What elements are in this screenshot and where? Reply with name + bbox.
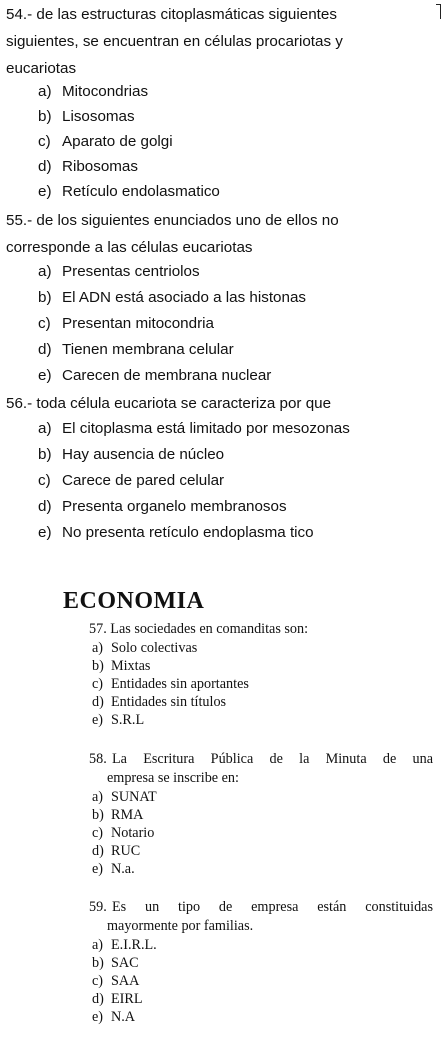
option-59-e[interactable] (92, 1009, 135, 1026)
option-text: SUNAT (111, 789, 157, 805)
option-text: RMA (111, 807, 144, 823)
question-57-text: 57. Las sociedades en comanditas son: (89, 621, 309, 637)
option-54-c[interactable] (38, 132, 173, 152)
option-text: Carecen de membrana nuclear (62, 367, 272, 384)
page-corner-mark (436, 4, 441, 19)
option-55-d[interactable] (38, 340, 234, 360)
option-text: El ADN está asociado a las histonas (62, 289, 306, 306)
option-text: SAC (111, 955, 139, 971)
option-letter: a) (38, 83, 52, 100)
option-text: Mixtas (111, 658, 151, 674)
option-56-e[interactable] (38, 523, 314, 543)
option-letter: c) (92, 676, 104, 692)
option-text: Tienen membrana celular (62, 341, 234, 358)
option-text: N.a. (111, 861, 135, 877)
option-text: Entidades sin títulos (111, 694, 227, 710)
question-54-line-1: 54.- de las estructuras citoplasmáticas siguientes (6, 6, 337, 23)
option-letter: b) (92, 955, 104, 971)
option-letter: d) (38, 341, 52, 358)
option-text: N.A (111, 1009, 136, 1025)
option-letter: e) (92, 712, 104, 728)
option-57-b[interactable] (92, 658, 150, 675)
option-letter: e) (38, 367, 52, 384)
option-57-a[interactable] (92, 640, 197, 657)
option-text: E.I.R.L. (111, 937, 157, 953)
option-54-e[interactable] (38, 182, 220, 202)
option-text: Aparato de golgi (62, 133, 173, 150)
option-56-d[interactable] (38, 497, 287, 517)
question-58-line-1: La Escritura Pública de la Minuta de una (112, 751, 433, 767)
option-55-e[interactable] (38, 366, 271, 386)
question-56-line-1: 56.- toda célula eucariota se caracteriza por que (6, 395, 332, 412)
option-text: Entidades sin aportantes (111, 676, 249, 692)
option-54-a[interactable] (38, 82, 148, 102)
option-letter: a) (92, 640, 104, 656)
option-letter: e) (92, 861, 104, 877)
option-text: S.R.L (111, 712, 145, 728)
option-text: Ribosomas (62, 158, 138, 175)
option-55-c[interactable] (38, 314, 214, 334)
option-text: El citoplasma está limitado por mesozonas (62, 420, 350, 437)
option-letter: d) (38, 158, 52, 175)
option-text: EIRL (111, 991, 143, 1007)
option-letter: d) (92, 694, 104, 710)
option-letter: b) (92, 807, 104, 823)
option-letter: e) (38, 183, 52, 200)
option-letter: a) (38, 420, 52, 437)
option-letter: c) (38, 315, 51, 332)
option-letter: b) (92, 658, 104, 674)
option-text: Retículo endolasmatico (62, 183, 220, 200)
option-55-a[interactable] (38, 262, 200, 282)
option-text: Solo colectivas (111, 640, 198, 656)
option-55-b[interactable] (38, 288, 306, 308)
question-59-line-1: Es un tipo de empresa están constituidas (112, 899, 433, 915)
option-59-d[interactable] (92, 991, 143, 1008)
option-57-c[interactable] (92, 676, 249, 693)
option-text: Presentas centriolos (62, 263, 200, 280)
option-letter: d) (92, 991, 104, 1007)
option-56-b[interactable] (38, 445, 224, 465)
option-57-d[interactable] (92, 694, 226, 711)
option-letter: d) (38, 498, 52, 515)
section-heading-economia: ECONOMIA (63, 588, 205, 614)
option-58-d[interactable] (92, 843, 140, 860)
option-letter: a) (38, 263, 52, 280)
option-text: Mitocondrias (62, 83, 149, 100)
option-59-b[interactable] (92, 955, 139, 972)
question-59-number: 59. (89, 899, 107, 915)
option-text: Carece de pared celular (62, 472, 225, 489)
option-text: Lisosomas (62, 108, 135, 125)
option-text: Presenta organelo membranosos (62, 498, 287, 515)
option-letter: c) (92, 973, 104, 989)
question-55-line-1: 55.- de los siguientes enunciados uno de ellos no (6, 212, 339, 229)
option-letter: b) (38, 289, 52, 306)
option-letter: b) (38, 446, 52, 463)
question-58-line-2: empresa se inscribe en: (107, 770, 239, 786)
option-text: No presenta retículo endoplasma tico (62, 524, 314, 541)
question-55-line-2: corresponde a las células eucariotas (6, 239, 253, 256)
question-58-number: 58. (89, 751, 107, 767)
option-text: RUC (111, 843, 141, 859)
option-letter: b) (38, 108, 52, 125)
option-text: Presentan mitocondria (62, 315, 214, 332)
option-letter: c) (38, 472, 51, 489)
option-text: Notario (111, 825, 155, 841)
option-59-c[interactable] (92, 973, 139, 990)
option-letter: e) (92, 1009, 104, 1025)
option-letter: a) (92, 789, 104, 805)
option-59-a[interactable] (92, 937, 157, 954)
option-54-d[interactable] (38, 157, 138, 177)
question-59-line-2: mayormente por familias. (107, 918, 254, 934)
option-letter: e) (38, 524, 52, 541)
option-58-c[interactable] (92, 825, 154, 842)
option-letter: a) (92, 937, 104, 953)
option-letter: c) (92, 825, 104, 841)
option-letter: d) (92, 843, 104, 859)
option-58-b[interactable] (92, 807, 143, 824)
option-54-b[interactable] (38, 107, 135, 127)
option-56-c[interactable] (38, 471, 224, 491)
option-text: SAA (111, 973, 140, 989)
option-58-e[interactable] (92, 861, 135, 878)
option-58-a[interactable] (92, 789, 157, 806)
option-text: Hay ausencia de núcleo (62, 446, 225, 463)
question-54-line-3: eucariotas (6, 60, 77, 77)
option-letter: c) (38, 133, 51, 150)
question-54-line-2: siguientes, se encuentran en células procariotas y (6, 33, 343, 50)
option-56-a[interactable] (38, 419, 350, 439)
option-57-e[interactable] (92, 712, 144, 729)
